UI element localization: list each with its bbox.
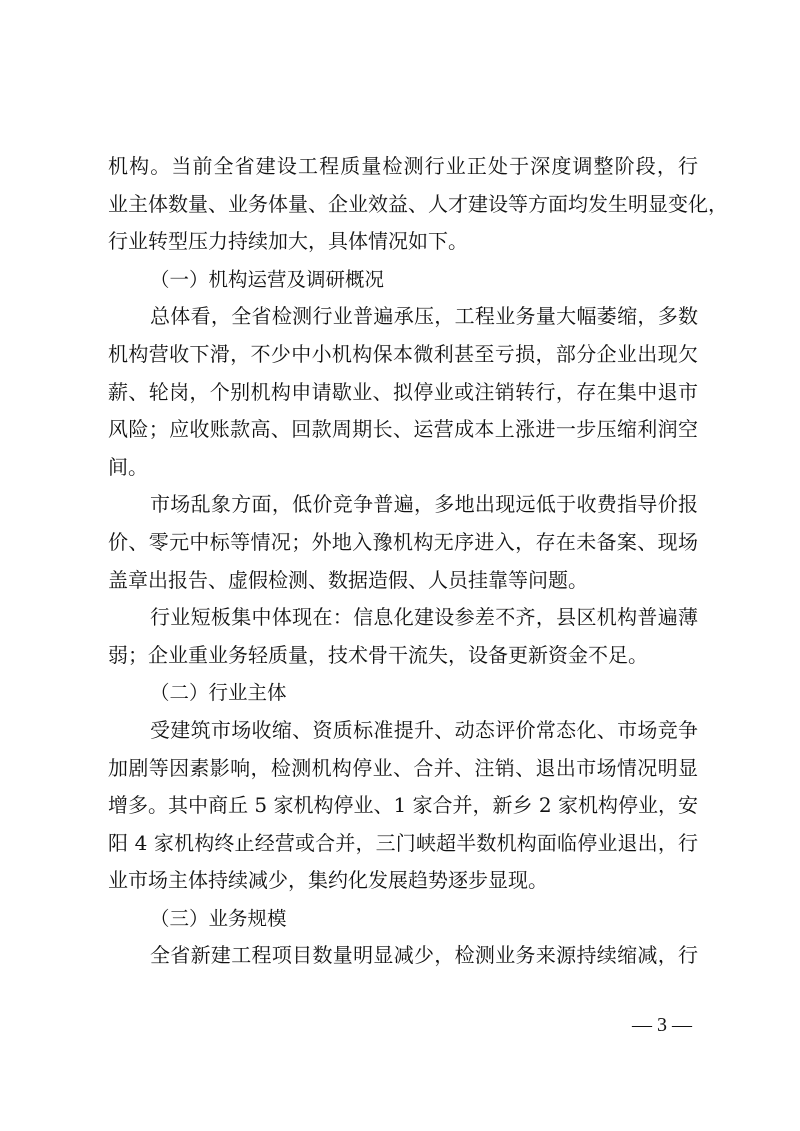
paragraph-line: 价、零元中标等情况；外地入豫机构无序进入，存在未备案、现场 [108,529,698,554]
paragraph-line: 市场乱象方面，低价竞争普遍，多地出现远低于收费指导价报 [150,492,698,517]
paragraph-line: 受建筑市场收缩、资质标准提升、动态评价常态化、市场竞争 [150,717,698,742]
paragraph-line: 阳 4 家机构终止经营或合并，三门峡超半数机构面临停业退出，行 [108,830,698,855]
paragraph-line: 机构。当前全省建设工程质量检测行业正处于深度调整阶段，行 [108,154,698,178]
paragraph-line: 全省新建工程项目数量明显减少，检测业务来源持续缩减，行 [150,943,698,968]
paragraph-line: 盖章出报告、虚假检测、数据造假、人员挂靠等问题。 [108,567,588,592]
paragraph-line: 薪、轮岗，个别机构申请歇业、拟停业或注销转行，存在集中退市 [108,379,698,404]
page-number: — 3 — [632,1014,692,1036]
paragraph-line: 业主体数量、业务体量、企业效益、人才建设等方面均发生明显变化， [108,191,728,216]
paragraph-line: 间。 [108,454,148,479]
paragraph-line: 弱；企业重业务轻质量，技术骨干流失，设备更新资金不足。 [108,642,648,667]
paragraph-line: 风险；应收账款高、回款周期长、运营成本上涨进一步压缩利润空 [108,417,698,442]
paragraph-line: 行业转型压力持续加大，具体情况如下。 [108,229,468,254]
paragraph-line: 加剧等因素影响，检测机构停业、合并、注销、退出市场情况明显 [108,755,698,780]
section-heading-3: （三）业务规模 [150,906,287,930]
document-body [108,148,728,975]
paragraph-line: 行业短板集中体现在：信息化建设参差不齐，县区机构普遍薄 [150,605,698,630]
paragraph-line: 业市场主体持续减少，集约化发展趋势逐步显现。 [108,868,548,893]
section-heading-2: （二）行业主体 [150,681,287,705]
section-heading-1: （一）机构运营及调研概况 [150,267,385,291]
paragraph-line: 总体看，全省检测行业普遍承压，工程业务量大幅萎缩，多数 [150,304,698,329]
paragraph-line: 增多。其中商丘 5 家机构停业、1 家合并，新乡 2 家机构停业，安 [108,793,698,818]
paragraph-line: 机构营收下滑，不少中小机构保本微利甚至亏损，部分企业出现欠 [108,341,698,366]
